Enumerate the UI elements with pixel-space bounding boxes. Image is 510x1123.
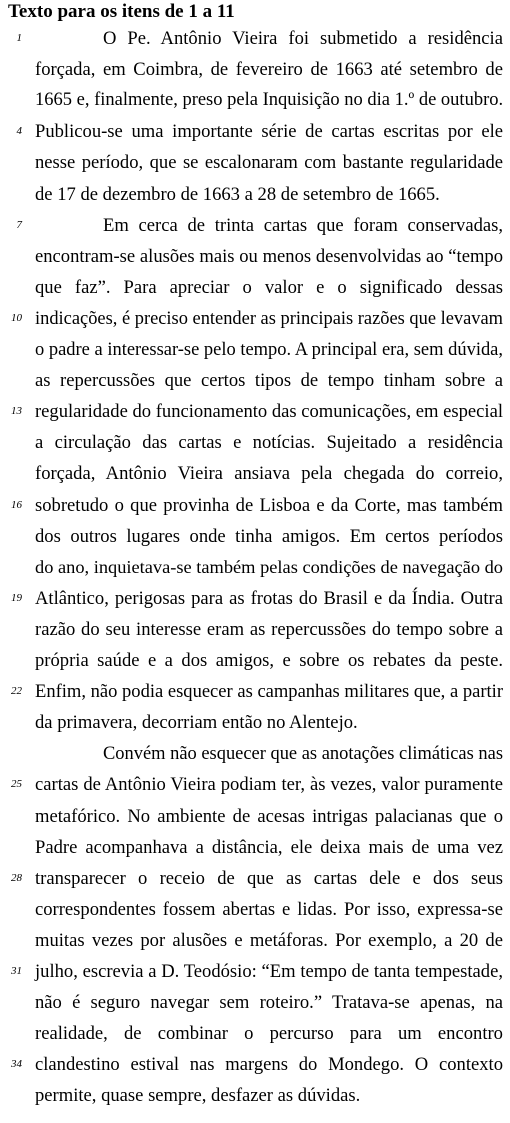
text-line: não é seguro navegar sem roteiro.” Tratava-se apenas, na (35, 992, 504, 1014)
line-number: 10 (11, 311, 22, 324)
line-number: 28 (11, 871, 22, 884)
text-line: permite, quase sempre, desfazer as dúvidas. (35, 1085, 361, 1107)
text-line: própria saúde e a dos amigos, e sobre os rebates da peste. (35, 650, 503, 671)
line-number: 31 (11, 965, 22, 977)
text-line: sobretudo o que provinha de Lisboa e da Corte, mas também (35, 494, 504, 516)
text-line: nesse período, que se escalonaram com bastante regularidade (35, 152, 504, 174)
text-line: realidade, de combinar o percurso para um encontro (35, 1023, 503, 1045)
line-number: 22 (11, 685, 22, 698)
text-line: clandestino estival nas margens do Mondego. O contexto (35, 1054, 503, 1076)
text-line: regularidade do funcionamento das comunicações, em especial (35, 401, 503, 423)
text-line: Atlântico, perigosas para as frotas do Brasil e da Índia. Outra (35, 587, 503, 609)
line-number: 1 (16, 32, 22, 44)
line-number: 34 (11, 1058, 22, 1071)
text-line: Convém não esquecer que as anotações climáticas nas (103, 743, 503, 764)
text-line: Publicou-se uma importante série de cartas escritas por ele (35, 121, 503, 143)
text-line: 1665 e, finalmente, preso pela Inquisição no dia 1.º de outubro. (35, 90, 504, 111)
text-line: o padre a interessar-se pelo tempo. A principal era, sem dúvida, (35, 339, 503, 359)
text-line: as repercussões que certos tipos de tempo tinham sobre a (35, 370, 504, 392)
text-line: forçada, Antônio Vieira ansiava pela chegada do correio, (35, 463, 503, 485)
text-line: forçada, em Coimbra, de fevereiro de 1663 até setembro de (35, 59, 503, 81)
text-line: da primavera, decorriam então no Alentejo. (35, 712, 358, 734)
text-line: do ano, inquietava-se também pelas condições de navegação do (35, 556, 503, 577)
text-line: metafórico. No ambiente de acesas intrigas palacianas que o (35, 805, 504, 827)
text-line: Enfim, não podia esquecer as campanhas militares que, a partir (35, 681, 503, 703)
line-number: 7 (16, 218, 22, 231)
line-number: 25 (11, 778, 22, 791)
section-heading: Texto para os itens de 1 a 11 (8, 1, 235, 22)
text-line: cartas de Antônio Vieira podiam ter, às vezes, valor puramente (35, 774, 504, 796)
line-number: 16 (11, 498, 22, 511)
text-line: muitas vezes por alusões e metáforas. Por exemplo, a 20 de (35, 929, 503, 951)
text-line: julho, escrevia a D. Teodósio: “Em tempo de tanta tempestade, (35, 961, 503, 982)
text-line: Padre acompanhava a distância, ele deixa mais de uma vez (35, 836, 504, 858)
text-line: a circulação das cartas e notícias. Sujeitado a residência (35, 432, 503, 454)
text-line: indicações, é preciso entender as principais razões que levavam (35, 307, 504, 328)
text-line: dos outros lugares onde tinha amigos. Em certos períodos (35, 525, 504, 547)
text-line: razão do seu interesse eram as repercussões do tempo sobre a (35, 618, 504, 640)
line-number: 13 (11, 405, 22, 418)
text-line: de 17 de dezembro de 1663 a 28 de setembro de 1665. (35, 183, 440, 205)
text-line: que faz”. Para apreciar o valor e o significado dessas (35, 276, 503, 298)
line-number: 19 (11, 591, 22, 604)
text-line: correspondentes fossem abertas e lidas. Por isso, expressa-se (35, 898, 503, 920)
text-line: Em cerca de trinta cartas que foram conservadas, (103, 214, 504, 236)
line-number: 4 (16, 125, 22, 138)
text-line: O Pe. Antônio Vieira foi submetido a residência (103, 28, 503, 49)
text-line: encontram-se alusões mais ou menos desenvolvidas ao “tempo (35, 245, 504, 267)
text-line: transparecer o receio de que as cartas dele e dos seus (35, 867, 504, 889)
